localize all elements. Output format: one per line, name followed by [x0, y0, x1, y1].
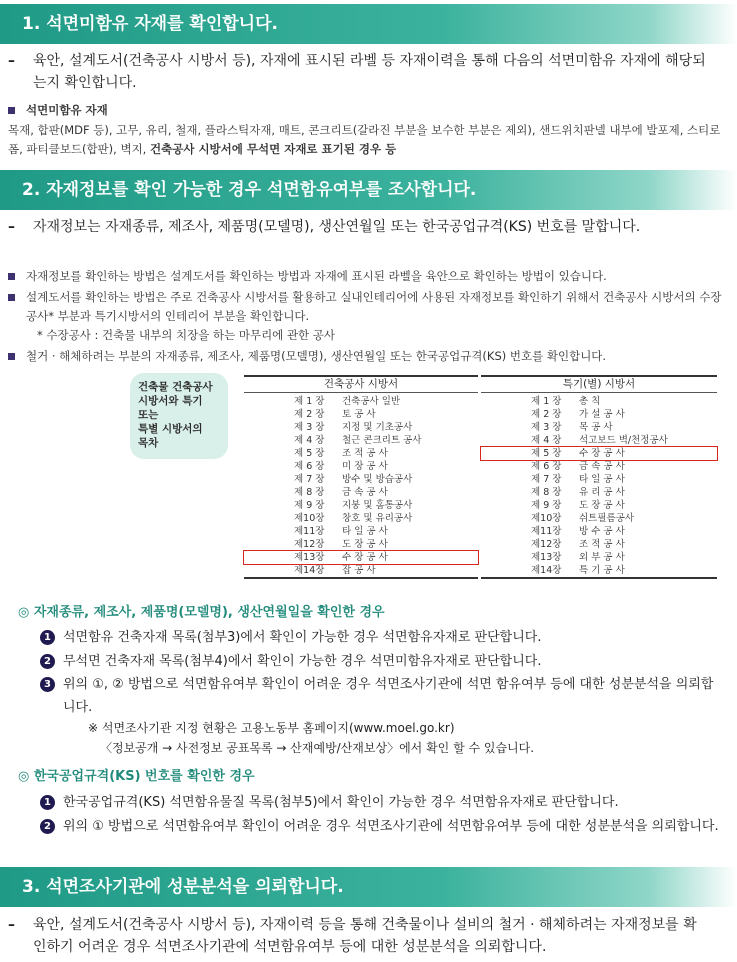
table-row [481, 564, 717, 577]
table-row [481, 473, 717, 486]
table-row [244, 525, 478, 538]
chapter-number: 제 7 장 [531, 474, 562, 485]
chapter-number: 제 5 장 [294, 448, 325, 459]
case1-item-3: 3 위의 ①, ② 방법으로 석면함유여부 확인이 어려운 경우 석면조사기관에 석면 함유여부 등에 대한 성분분석을 의뢰합니다. [40, 673, 720, 719]
special-spec-table [481, 375, 717, 579]
table-row [481, 538, 717, 551]
chapter-title: 목 공 사 [579, 422, 613, 433]
chapter-title: 외 부 공 사 [579, 552, 625, 563]
chapter-number: 제 1 장 [531, 396, 562, 407]
footnote: * 수장공사 : 건축물 내부의 치장을 하는 마무리에 관한 공사 [37, 328, 336, 342]
table-row [481, 551, 717, 564]
table-row [244, 434, 478, 447]
materials-list: 목재, 합판(MDF 등), 고무, 유리, 철재, 플라스틱자재, 매트, 콘크리트(갈라진 부분을 보수한 부분은 제외), 샌드위치판넬 내부에 발포제, 스티로폼, 파티클보드(합판), 벽지, 건축공사 시방서에 무석면 자재로 표기된 경우 등 [8, 123, 721, 156]
chapter-number: 제 5 장 [531, 448, 562, 459]
table-row [481, 512, 717, 525]
case2-item-2: 2 위의 ① 방법으로 석면함유여부 확인이 어려운 경우 석면조사기관에 석면함유여부 등에 대한 성분분석을 의뢰합니다. [40, 815, 720, 838]
bullet-square-icon [8, 353, 15, 360]
chapter-title: 방 수 공 사 [579, 526, 625, 537]
chapter-number: 제 8 장 [294, 487, 325, 498]
case2-item-1: 1 한국공업규격(KS) 석면함유물질 목록(첨부5)에서 확인이 가능한 경우 석면함유자재로 판단합니다. [40, 791, 720, 814]
chapter-number: 제 3 장 [294, 422, 325, 433]
table-row [244, 564, 478, 577]
chapter-number: 제14장 [531, 565, 562, 576]
chapter-number: 제 2 장 [531, 409, 562, 420]
chapter-number: 제 2 장 [294, 409, 325, 420]
chapter-title: 금 속 공 사 [579, 461, 625, 472]
chapter-number: 제11장 [531, 526, 562, 537]
chapter-number: 제 6 장 [294, 461, 325, 472]
chapter-title: 철근 콘크리트 공사 [342, 435, 422, 446]
chapter-number: 제 8 장 [531, 487, 562, 498]
dash-mark: – [8, 917, 15, 933]
number-1-icon: 1 [40, 795, 55, 810]
chapter-title: 조 적 공 사 [342, 448, 388, 459]
chapter-title: 유 리 공 사 [579, 487, 625, 498]
chapter-title: 토 공 사 [342, 409, 376, 420]
table-row-highlighted [244, 551, 478, 564]
case1-item-1: 1 석면함유 건축자재 목록(첨부3)에서 확인이 가능한 경우 석면함유자재로 판단합니다. [40, 626, 720, 649]
chapter-number: 제10장 [294, 513, 325, 524]
chapter-number: 제12장 [294, 539, 325, 550]
table-row [244, 499, 478, 512]
chapter-number: 제 3 장 [531, 422, 562, 433]
table-row [481, 525, 717, 538]
table-row [244, 538, 478, 551]
table-header: 건축공사 시방서 [244, 377, 478, 393]
chapter-number: 제12장 [531, 539, 562, 550]
table-row [244, 473, 478, 486]
section1-title: 1. 석면미함유 자재를 확인합니다. [0, 4, 737, 44]
chapter-title: 수 장 공 사 [579, 448, 625, 459]
chapter-number: 제13장 [294, 552, 325, 563]
section1-intro: – 육안, 설계도서(건축공사 시방서 등), 자재에 표시된 라벨 등 자재이력을 통해 다음의 석면미함유 자재에 해당되는지 확인합니다. [8, 50, 708, 94]
number-3-icon: 3 [40, 677, 55, 692]
section2-intro: – 자재정보는 자재종류, 제조사, 제품명(모델명), 생산연월일 또는 한국공업규격(KS) 번호를 말합니다. [8, 216, 708, 238]
section3-title: 3. 석면조사기관에 성분분석을 의뢰합니다. [0, 867, 737, 907]
case1-item-2: 2 무석면 건축자재 목록(첨부4)에서 확인이 가능한 경우 석면미함유자재로 판단합니다. [40, 650, 720, 673]
bullet-square-icon [8, 107, 15, 114]
table-row [244, 512, 478, 525]
table-row [244, 395, 478, 408]
chapter-number: 제 1 장 [294, 396, 325, 407]
chapter-title: 가 설 공 사 [579, 409, 625, 420]
dash-mark: – [8, 53, 15, 69]
bullet-square-icon [8, 294, 15, 301]
chapter-title: 쉬트필름공사 [579, 513, 635, 524]
chapter-title: 타 일 공 사 [342, 526, 388, 537]
chapter-number: 제 9 장 [294, 500, 325, 511]
chapter-number: 제 6 장 [531, 461, 562, 472]
table-row [481, 395, 717, 408]
section2-title: 2. 자재정보를 확인 가능한 경우 석면함유여부를 조사합니다. [0, 170, 737, 210]
table-row [244, 486, 478, 499]
chapter-number: 제 4 장 [294, 435, 325, 446]
chapter-title: 미 장 공 사 [342, 461, 388, 472]
chapter-title: 도 장 공 사 [579, 500, 625, 511]
number-1-icon: 1 [40, 630, 55, 645]
table-row [481, 499, 717, 512]
table-row [244, 447, 478, 460]
chapter-title: 도 장 공 사 [342, 539, 388, 550]
chapter-title: 총 칙 [579, 396, 601, 407]
table-row [481, 408, 717, 421]
chapter-title: 지정 및 기초공사 [342, 422, 413, 433]
chapter-number: 제 9 장 [531, 500, 562, 511]
chapter-title: 조 적 공 사 [579, 539, 625, 550]
bullet-square-icon [8, 273, 15, 280]
chapter-title: 석고보드 벽/천정공사 [579, 435, 668, 446]
table-row [481, 421, 717, 434]
construction-spec-table [244, 375, 478, 579]
table-row-highlighted [481, 447, 717, 460]
table-row [481, 460, 717, 473]
section1-materials [8, 101, 723, 120]
chapter-number: 제 7 장 [294, 474, 325, 485]
chapter-title: 창호 및 유리공사 [342, 513, 413, 524]
section3-intro: – 육안, 설계도서(건축공사 시방서 등), 자재이력 등을 통해 건축물이나 설비의 철거 · 해체하려는 자재정보를 확인하기 어려운 경우 석면조사기관에 석면함유여부 등에 대한 성분분석을 의뢰합니다. [8, 914, 708, 958]
case1-heading: ◎ 자재종류, 제조사, 제품명(모델명), 생산연월일을 확인한 경우 [18, 605, 385, 620]
dash-mark: – [8, 219, 15, 235]
chapter-number: 제11장 [294, 526, 325, 537]
note-line-1: ※ 석면조사기관 지정 현황은 고용노동부 홈페이지(www.moel.go.kr) [88, 721, 455, 735]
table-row [481, 434, 717, 447]
chapter-number: 제13장 [531, 552, 562, 563]
chapter-number: 제14장 [294, 565, 325, 576]
chapter-title: 잡 공 사 [342, 565, 376, 576]
table-header: 특기(별) 시방서 [481, 377, 717, 393]
chapter-title: 지붕 및 홈통공사 [342, 500, 413, 511]
chapter-title: 특 기 공 사 [579, 565, 625, 576]
materials-label: 석면미함유 자재 [26, 103, 108, 117]
case2-heading: ◎ 한국공업규격(KS) 번호를 확인한 경우 [18, 769, 255, 784]
section2-bullet-2: 설계도서를 확인하는 방법은 주로 건축공사 시방서를 활용하고 실내인테리어에 사용된 자재정보를 확인하기 위해서 건축공사 시방서의 수장공사* 부분과 특기시방서의 인테리어 부분을 확인합니다. [8, 288, 723, 326]
number-2-icon: 2 [40, 819, 55, 834]
table-row [244, 421, 478, 434]
section2-bullet-1: 자재정보를 확인하는 방법은 설계도서를 확인하는 방법과 자재에 표시된 라벨을 육안으로 확인하는 방법이 있습니다. [8, 267, 723, 286]
number-2-icon: 2 [40, 654, 55, 669]
table-row [244, 408, 478, 421]
toc-bubble: 건축물 건축공사 시방서와 특기 또는 특별 시방서의 목차 [130, 373, 228, 459]
materials-bold: 건축공사 시방서에 무석면 자재로 표기된 경우 등 [150, 142, 397, 156]
chapter-number: 제 4 장 [531, 435, 562, 446]
note-line-2: 〈정보공개 → 사전정보 공표목록 → 산재예방/산재보상〉에서 확인 할 수 있습니다. [100, 741, 535, 755]
table-row [481, 486, 717, 499]
table-row [244, 460, 478, 473]
section2-bullet-3: 철거 · 해체하려는 부분의 자재종류, 제조사, 제품명(모델명), 생산연월일 또는 한국공업규격(KS) 번호를 확인합니다. [8, 347, 723, 366]
chapter-title: 타 일 공 사 [579, 474, 625, 485]
chapter-number: 제10장 [531, 513, 562, 524]
chapter-title: 금 속 공 사 [342, 487, 388, 498]
chapter-title: 수 장 공 사 [342, 552, 388, 563]
chapter-title: 방수 및 방습공사 [342, 474, 413, 485]
chapter-title: 건축공사 일반 [342, 396, 401, 407]
